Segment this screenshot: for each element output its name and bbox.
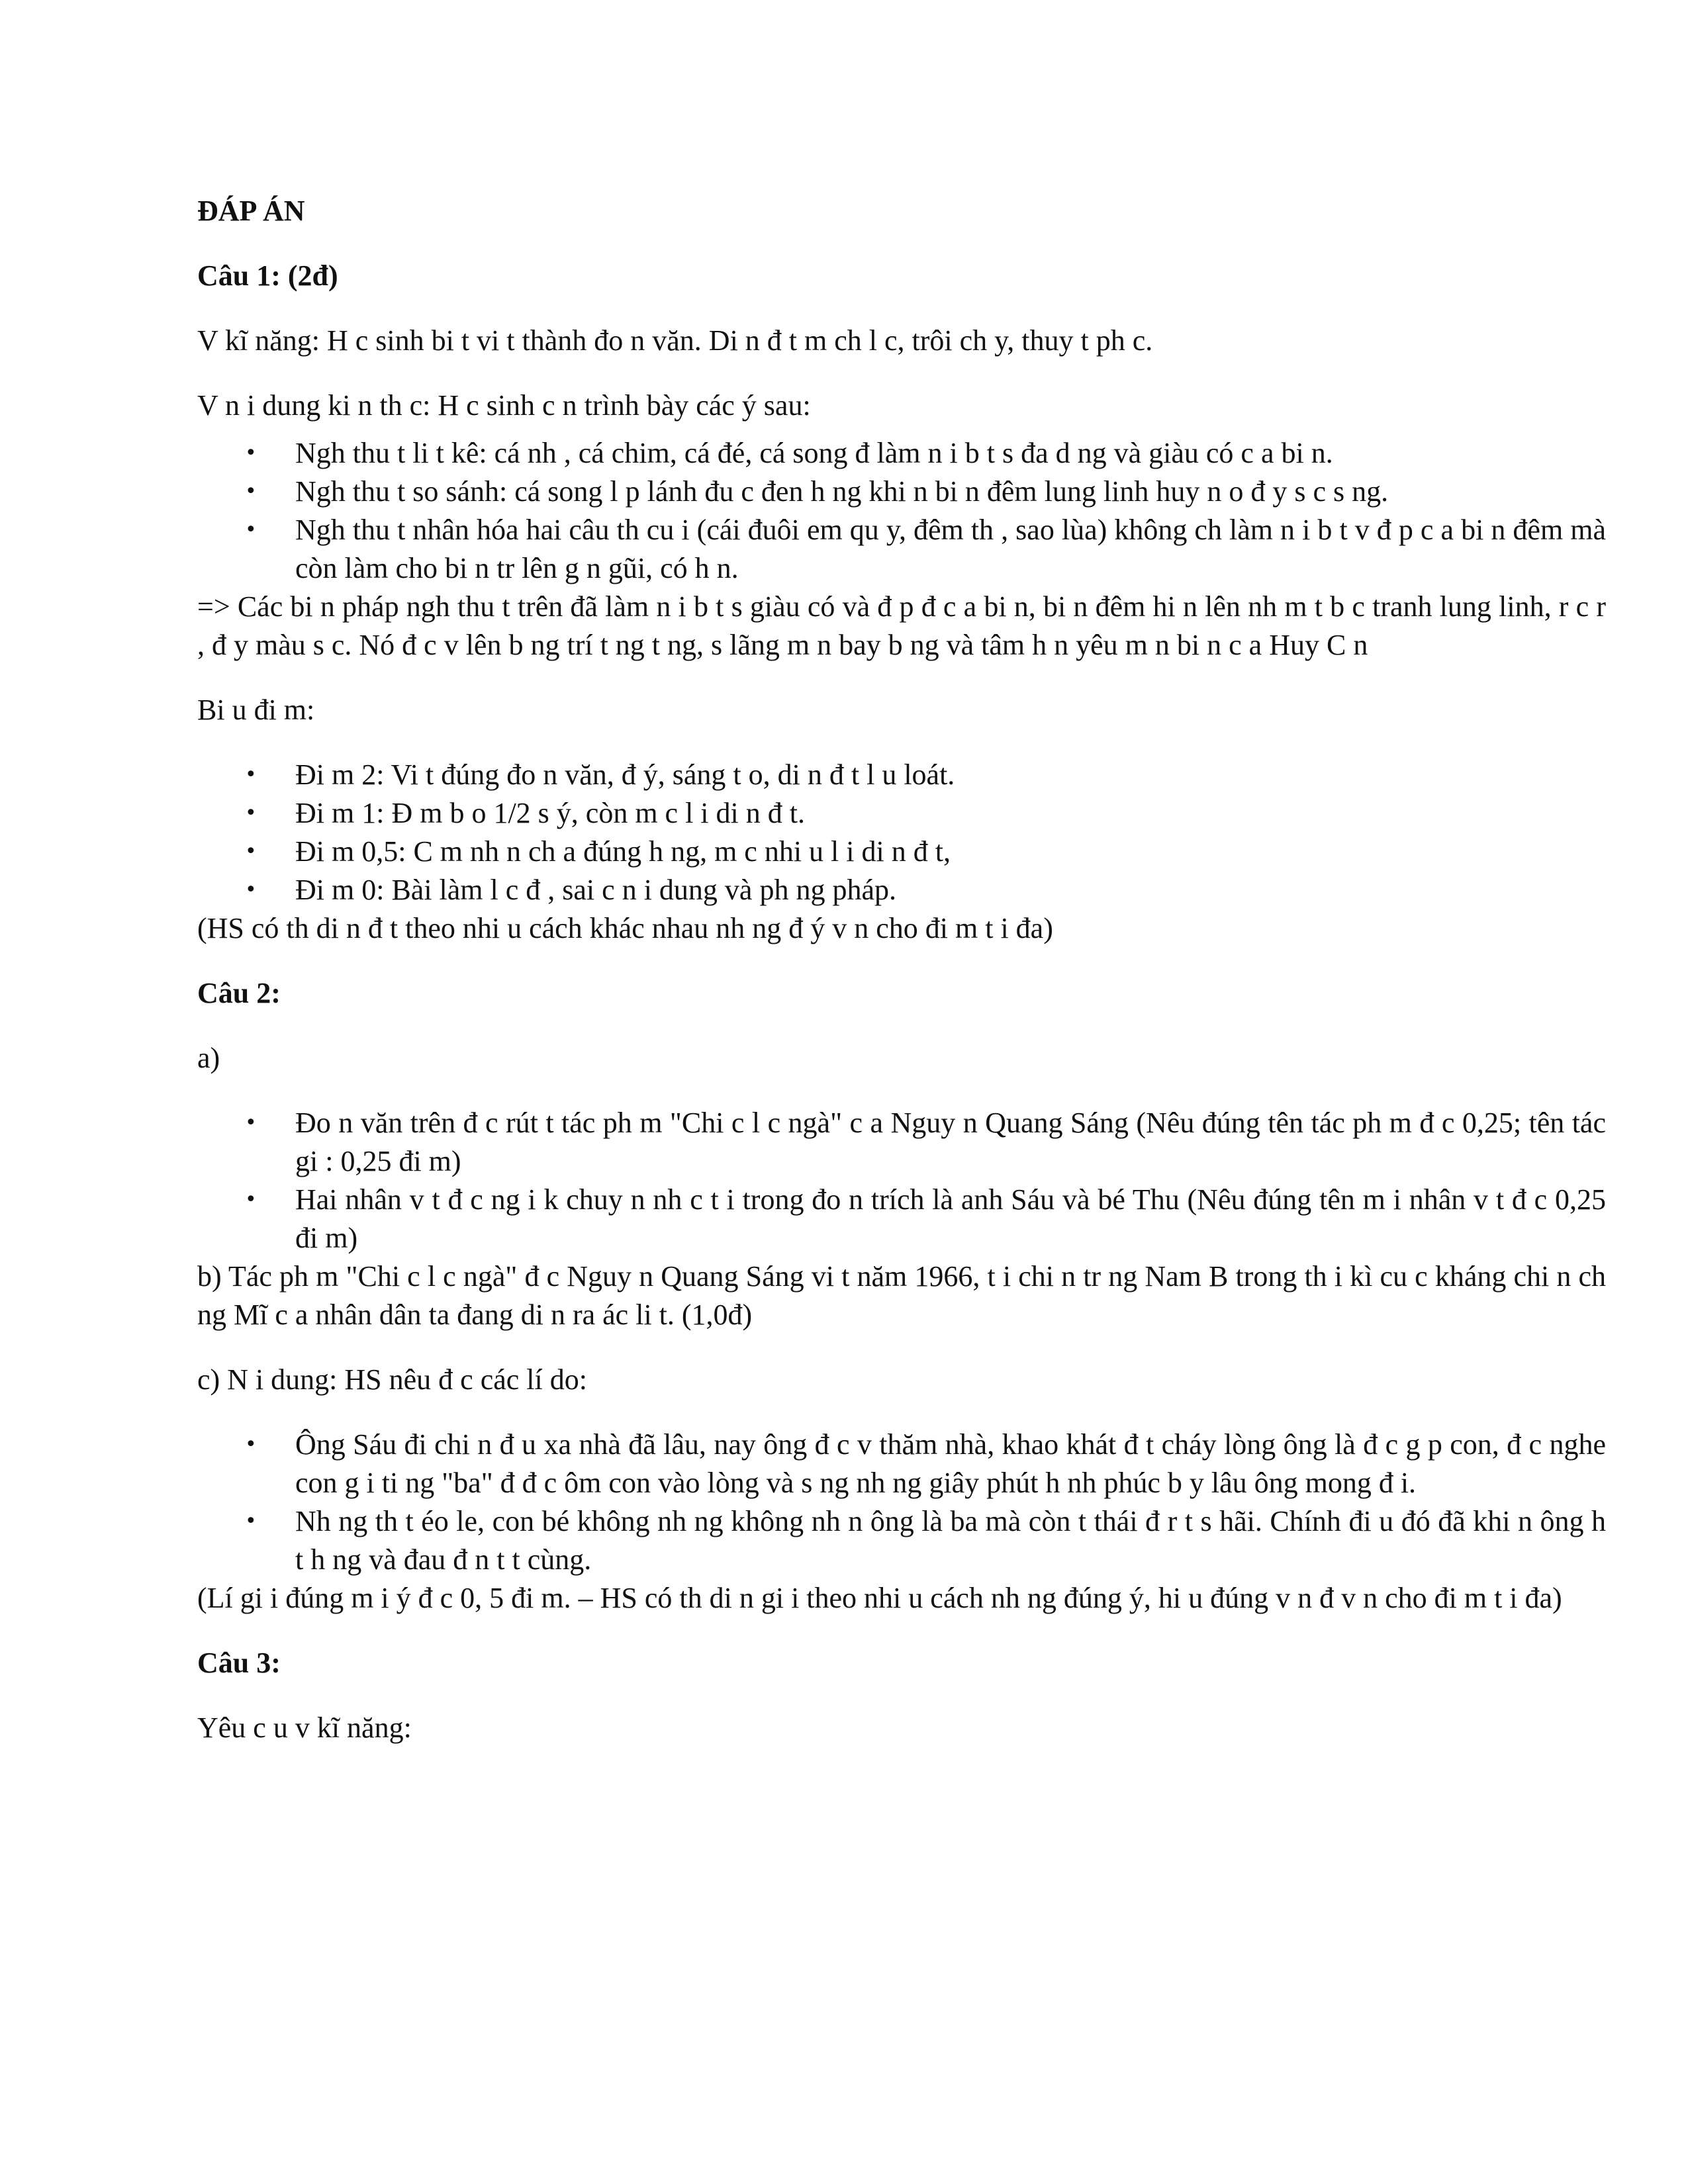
bullet-icon: •: [245, 763, 257, 786]
list-item-text: Nh ng th t éo le, con bé không nh ng không nh n ông là ba mà còn t thái đ r t s hãi. Chính đi u đó đã khi n ông h t h ng và đau đ n t t cùng.: [295, 1505, 1606, 1576]
page-title: ĐÁP ÁN: [197, 195, 305, 227]
list-item: [245, 756, 1606, 794]
question-1-heading: Câu 1: (2đ): [197, 259, 338, 292]
list-item: [245, 473, 1606, 511]
question-1-conclusion: => Các bi n pháp ngh thu t trên đã làm n i b t s giàu có và đ p đ c a bi n, bi n đêm hi n lên nh m t b c tranh lung linh, r c r , đ y màu s c. Nó đ c v lên b ng trí t ng t ng, s lãng m n bay b ng và tâm h n yêu m n bi n c a Huy C n: [197, 590, 1606, 661]
question-3-heading: Câu 3:: [197, 1647, 281, 1679]
bullet-icon: •: [245, 840, 257, 863]
list-item: [245, 833, 1606, 871]
list-item-text: Hai nhân v t đ c ng i k chuy n nh c t i trong đo n trích là anh Sáu và bé Thu (Nêu đúng tên m i nhân v t đ c 0,25 đi m): [295, 1183, 1606, 1254]
list-item-text: Đi m 0,5: C m nh n ch a đúng h ng, m c nhi u l i di n đ t,: [295, 835, 951, 868]
rubric-label: Bi u đi m:: [197, 694, 315, 726]
question-2-part-a-label: a): [197, 1042, 220, 1074]
list-item-text: Ngh thu t li t kê: cá nh , cá chim, cá đé, cá song đ làm n i b t s đa d ng và giàu có c a bi n.: [295, 437, 1333, 469]
bullet-icon: •: [245, 1433, 257, 1456]
document-page: [197, 192, 1606, 1774]
question-2-note: (Lí gi i đúng m i ý đ c 0, 5 đi m. – HS có th di n gi i theo nhi u cách nh ng đúng ý, hi u đúng v n đ v n cho đi m t i đa): [197, 1582, 1562, 1614]
bullet-icon: •: [245, 878, 257, 901]
bullet-icon: •: [245, 1510, 257, 1533]
bullet-icon: •: [245, 801, 257, 825]
bullet-icon: •: [245, 518, 257, 541]
list-item-text: Đi m 2: Vi t đúng đo n văn, đ ý, sáng t o, di n đ t l u loát.: [295, 758, 955, 791]
bullet-icon: •: [245, 1188, 257, 1211]
list-item: [245, 511, 1606, 588]
question-2-part-a-list: [197, 1104, 1606, 1257]
bullet-icon: •: [245, 480, 257, 503]
list-item-text: Đi m 1: Đ m b o 1/2 s ý, còn m c l i di n đ t.: [295, 797, 805, 829]
bullet-icon: •: [245, 1111, 257, 1134]
question-1-knowledge-text: V n i dung ki n th c: H c sinh c n trình bày các ý sau:: [197, 389, 811, 422]
question-1-note: (HS có th di n đ t theo nhi u cách khác nhau nh ng đ ý v n cho đi m t i đa): [197, 912, 1053, 944]
question-2-part-c-list: [197, 1426, 1606, 1579]
list-item-text: Đo n văn trên đ c rút t tác ph m "Chi c l c ngà" c a Nguy n Quang Sáng (Nêu đúng tên tác ph m đ c 0,25; tên tác gi : 0,25 đi m): [295, 1107, 1606, 1177]
bullet-icon: •: [245, 441, 257, 465]
question-1-points-list: [197, 434, 1606, 588]
question-2-part-c: c) N i dung: HS nêu đ c các lí do:: [197, 1363, 587, 1396]
list-item: [245, 434, 1606, 473]
list-item: [245, 1426, 1606, 1502]
list-item: [245, 1104, 1606, 1181]
question-2-part-b: b) Tác ph m "Chi c l c ngà" đ c Nguy n Quang Sáng vi t năm 1966, t i chi n tr ng Nam B trong th i kì cu c kháng chi n ch ng Mĩ c a nhân dân ta đang di n ra ác li t. (1,0đ): [197, 1260, 1606, 1331]
question-1-skill-text: V kĩ năng: H c sinh bi t vi t thành đo n văn. Di n đ t m ch l c, trôi ch y, thuy t ph c.: [197, 324, 1153, 357]
list-item-text: Ngh thu t so sánh: cá song l p lánh đu c đen h ng khi n bi n đêm lung linh huy n o đ y s c s ng.: [295, 475, 1389, 508]
list-item: [245, 794, 1606, 833]
list-item-text: Ngh thu t nhân hóa hai câu th cu i (cái đuôi em qu y, đêm th , sao lùa) không ch làm n i b t v đ p c a bi n đêm mà còn làm cho bi n tr lên g n gũi, có h n.: [295, 514, 1606, 584]
list-item-text: Ông Sáu đi chi n đ u xa nhà đã lâu, nay ông đ c v thăm nhà, khao khát đ t cháy lòng ông là đ c g p con, đ c nghe con g i ti ng "ba" đ đ c ôm con vào lòng và s ng nh ng giây phút h nh phúc b y lâu ông mong đ i.: [295, 1428, 1606, 1499]
list-item-text: Đi m 0: Bài làm l c đ , sai c n i dung và ph ng pháp.: [295, 874, 896, 906]
list-item: [245, 1181, 1606, 1257]
rubric-list: [197, 756, 1606, 909]
question-2-heading: Câu 2:: [197, 977, 281, 1009]
list-item: [245, 871, 1606, 909]
question-3-text: Yêu c u v kĩ năng:: [197, 1711, 412, 1744]
list-item: [245, 1502, 1606, 1579]
